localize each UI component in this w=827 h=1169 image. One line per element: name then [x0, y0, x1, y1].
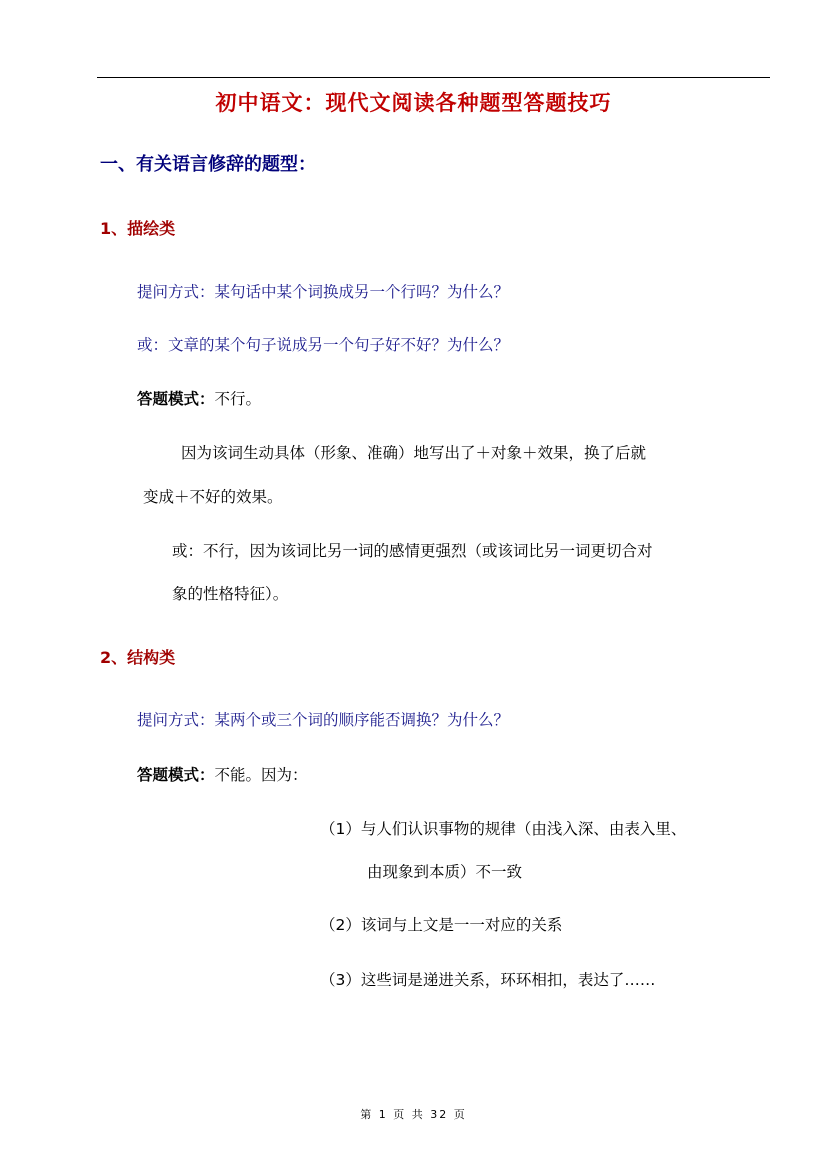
- document-title: 初中语文：现代文阅读各种题型答题技巧: [215, 90, 612, 115]
- subheading-descriptive: 1、描绘类: [100, 219, 176, 238]
- list-item-3: （3）这些词是递进关系，环环相扣，表达了……: [320, 971, 656, 989]
- list-item-1-line-1: （1）与人们认识事物的规律（由浅入深、由表入里、: [320, 820, 687, 838]
- page-footer: 第 1 页 共 32 页: [360, 1108, 467, 1121]
- question-text-2: 或：文章的某个句子说成另一个句子好不好？为什么？: [137, 336, 510, 354]
- reason-line-1: 因为该词生动具体（形象、准确）地写出了＋对象＋效果，换了后就: [181, 444, 647, 462]
- answer-pattern-label-2: 答题模式：: [137, 766, 215, 784]
- alternative-line-1: 或：不行，因为该词比另一词的感情更强烈（或该词比另一词更切合对: [172, 542, 653, 560]
- answer-pattern-line: [137, 387, 261, 409]
- header-rule: [97, 77, 770, 78]
- section-heading-language-rhetoric: 一、有关语言修辞的题型：: [100, 154, 316, 175]
- answer-pattern-label: 答题模式：: [137, 390, 215, 408]
- answer-pattern-value: 不行。: [214, 390, 262, 408]
- question-text-1: 提问方式：某句话中某个词换成另一个行吗？为什么？: [137, 283, 510, 301]
- list-item-2: （2）该词与上文是一一对应的关系: [320, 916, 563, 934]
- answer-pattern-line-2: [137, 763, 308, 785]
- subheading-structure: 2、结构类: [100, 648, 176, 667]
- answer-pattern-value-2: 不能。因为：: [214, 766, 308, 784]
- reason-line-2: 变成＋不好的效果。: [143, 488, 283, 506]
- question-text-3: 提问方式：某两个或三个词的顺序能否调换？为什么？: [137, 711, 510, 729]
- list-item-1-line-2: 由现象到本质）不一致: [367, 863, 523, 881]
- alternative-line-2: 象的性格特征）。: [172, 585, 289, 603]
